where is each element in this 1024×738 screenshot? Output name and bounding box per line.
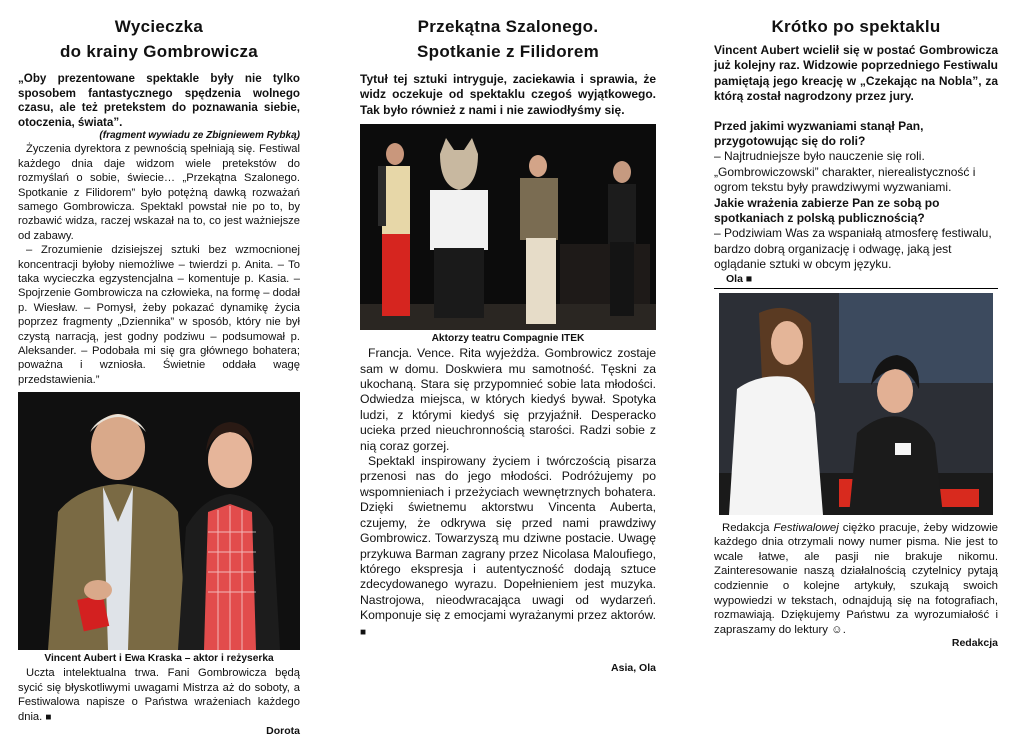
title-line-1: Przekątna Szalonego. xyxy=(417,17,599,36)
article-title xyxy=(18,14,300,64)
paragraph-text: Spektakl inspirowany życiem i twórczością pisarza przenosi nas do jego młodości. Podróżujemy po wspomnieniach i przeżyciach wewnętrznych bohatera. Dzięki świetnemu aktorstwu Vincenta Auberta, czujemy, że odkrywa się przed nami prawdziwy Gombrowicz. Towarzyszą mu dziwne postacie. Uwagę przykuwa Barman zagrany przez Nicolasa Maloufiego, którego ekspresja i autentyczność dodają sztuce zdecydowanego wyrazu. Dopełnieniem jest muzyka. Nastrojowa, nieodwracająca uwagi od wydarzeń. Komponuje się z emocjami wyrażanymi przez aktorów. xyxy=(360,454,656,623)
paragraph-text: Redakcja xyxy=(722,521,774,534)
photo-caption: Vincent Aubert i Ewa Kraska – aktor i reżyserka xyxy=(44,653,274,665)
magazine-name: Festiwalowej xyxy=(773,521,839,534)
signature: Ola ■ xyxy=(726,272,753,285)
interview-question: Przed jakimi wyzwaniami stanął Pan, przygotowując się do roli? xyxy=(714,118,924,149)
article-krotko xyxy=(714,14,998,650)
paragraph xyxy=(714,521,998,638)
paragraph-text: Uczta intelektualna trwa. Fani Gombrowicza będą sycić się błyskotliwymi uwagami Mistrza aż do soboty, a Festiwalowa napisze o Państwa wrażeniach każdego dnia. xyxy=(18,667,300,723)
end-mark: ■ xyxy=(45,711,52,723)
title-line-1: Wycieczka xyxy=(114,17,204,36)
paragraph-text: ciężko pracuje, żeby widzowie każdego dnia otrzymali nowy numer pisma. Nie jest to wcale łatwe, ale pasji nie brakuje nikomu. Zainteresowanie naszą działalnością czytelnicy pytają codziennie o kolejne artykuły, szukają swoich wypowiedzi w tekstach, odnajdują się na fotografiach, rozmawiają. Dziękujemy Państwu za wyrozumiałość i zapraszamy do lektury ☺. xyxy=(714,521,998,636)
interview-answer: – Podziwiam Was za wspaniałą atmosferę festiwalu, bardzo dobrą organizację i odwagę, jaką jest oglądanie sztuki w obcym języku. xyxy=(714,226,992,272)
photo-caption: Aktorzy teatru Compagnie ITEK xyxy=(431,333,585,345)
end-mark: ■ xyxy=(360,626,367,638)
article-przekatna xyxy=(360,14,656,675)
paragraph xyxy=(360,454,656,640)
photo-editorial-team xyxy=(719,293,993,515)
photo-stage-actors xyxy=(360,124,656,330)
title-line-2: do krainy Gombrowicza xyxy=(59,42,259,61)
lead-quote: „Oby prezentowane spektakle były nie tylko sposobem fantastycznego spędzenia wolnego czasu, ale też pretekstem do poznawania siebie, otoczenia, świata”. xyxy=(18,72,300,129)
article-title: Krótko po spektaklu xyxy=(771,17,941,36)
signature: Dorota xyxy=(266,724,300,737)
photo-illustration xyxy=(18,392,300,650)
signature: Asia, Ola xyxy=(611,661,656,674)
signature: Redakcja xyxy=(951,637,998,650)
photo-illustration xyxy=(360,124,656,330)
divider xyxy=(714,288,998,289)
quote-source: (fragment wywiadu ze Zbigniewem Rybką) xyxy=(99,130,300,142)
interview-question: Jakie wrażenia zabierze Pan ze sobą po spotkaniach z polską publicznością? xyxy=(714,195,940,226)
paragraph xyxy=(18,666,300,725)
paragraph: – Zrozumienie dzisiejszej sztuki bez wzmocnionej koncentracji byłoby niemożliwe – twierdzi p. Anita. – To taka wycieczka egzystencjalna – komentuje p. Kasia. – Spojrzenie Gombrowicza na człowieka, na formę – dodał p. Wiesław. – Pomysł, żeby pokazać dynamikę życia poprzez fragmenty „Dziennika” w sposób, który nie był czystą narracją, jest godny podziwu – podsumował p. Aleksander. – Podobała mi się gra głównego bohatera; poważna i wzniosła. Świetnie oddała wagę przedstawienia.” xyxy=(18,244,300,386)
article-title xyxy=(360,14,656,64)
paragraph: Francja. Vence. Rita wyjeżdża. Gombrowicz zostaje sam w domu. Doskwiera mu samotność. Tęskni za ukochaną. Stara się przypomnieć sobie lata młodości. Odwiedza miejsca, w których kiedyś bywał. Spotyka ludzi, z którymi kiedyś się przyjaźnił. Desperacko ucieka przed nieuchronnością starości. Radzi sobie z nią coraz gorzej. xyxy=(360,346,656,453)
lead: Vincent Aubert wcielił się w postać Gombrowicza już kolejny raz. Widzowie poprzedniego Festiwalu pamiętają jego kreację w „Czekając na Nobla”, za którą został nagrodzony przez jury. xyxy=(714,43,998,104)
title-line-2: Spotkanie z Filidorem xyxy=(417,42,599,61)
photo-aubert-kraska xyxy=(18,392,300,650)
lead: Tytuł tej sztuki intryguje, zaciekawia i sprawia, że widz oczekuje od spektaklu czegoś wyjątkowego. Tak było również z nami i nie zawiodłyśmy się. xyxy=(360,72,656,117)
article-wycieczka xyxy=(18,14,300,738)
photo-illustration xyxy=(719,293,993,515)
interview-answer: – Najtrudniejsze było nauczenie się roli. „Gombrowiczowski” charakter, nierealistyczność i ogrom tekstu były prawdziwymi wyzwaniami. xyxy=(714,149,976,195)
paragraph: Życzenia dyrektora z pewnością spełniają się. Festiwal każdego dnia daje widzom wiele pretekstów do rozmyślań o sobie, świecie… „Przekątna Szalonego. Spotkanie z Filidorem” było potężną dawką rozważań samego Gombrowicza. Spektakl powstał nie po to, by rozbawić widza, raczej wskazał na to, co jest ważniejsze od zabawy. xyxy=(18,143,300,242)
